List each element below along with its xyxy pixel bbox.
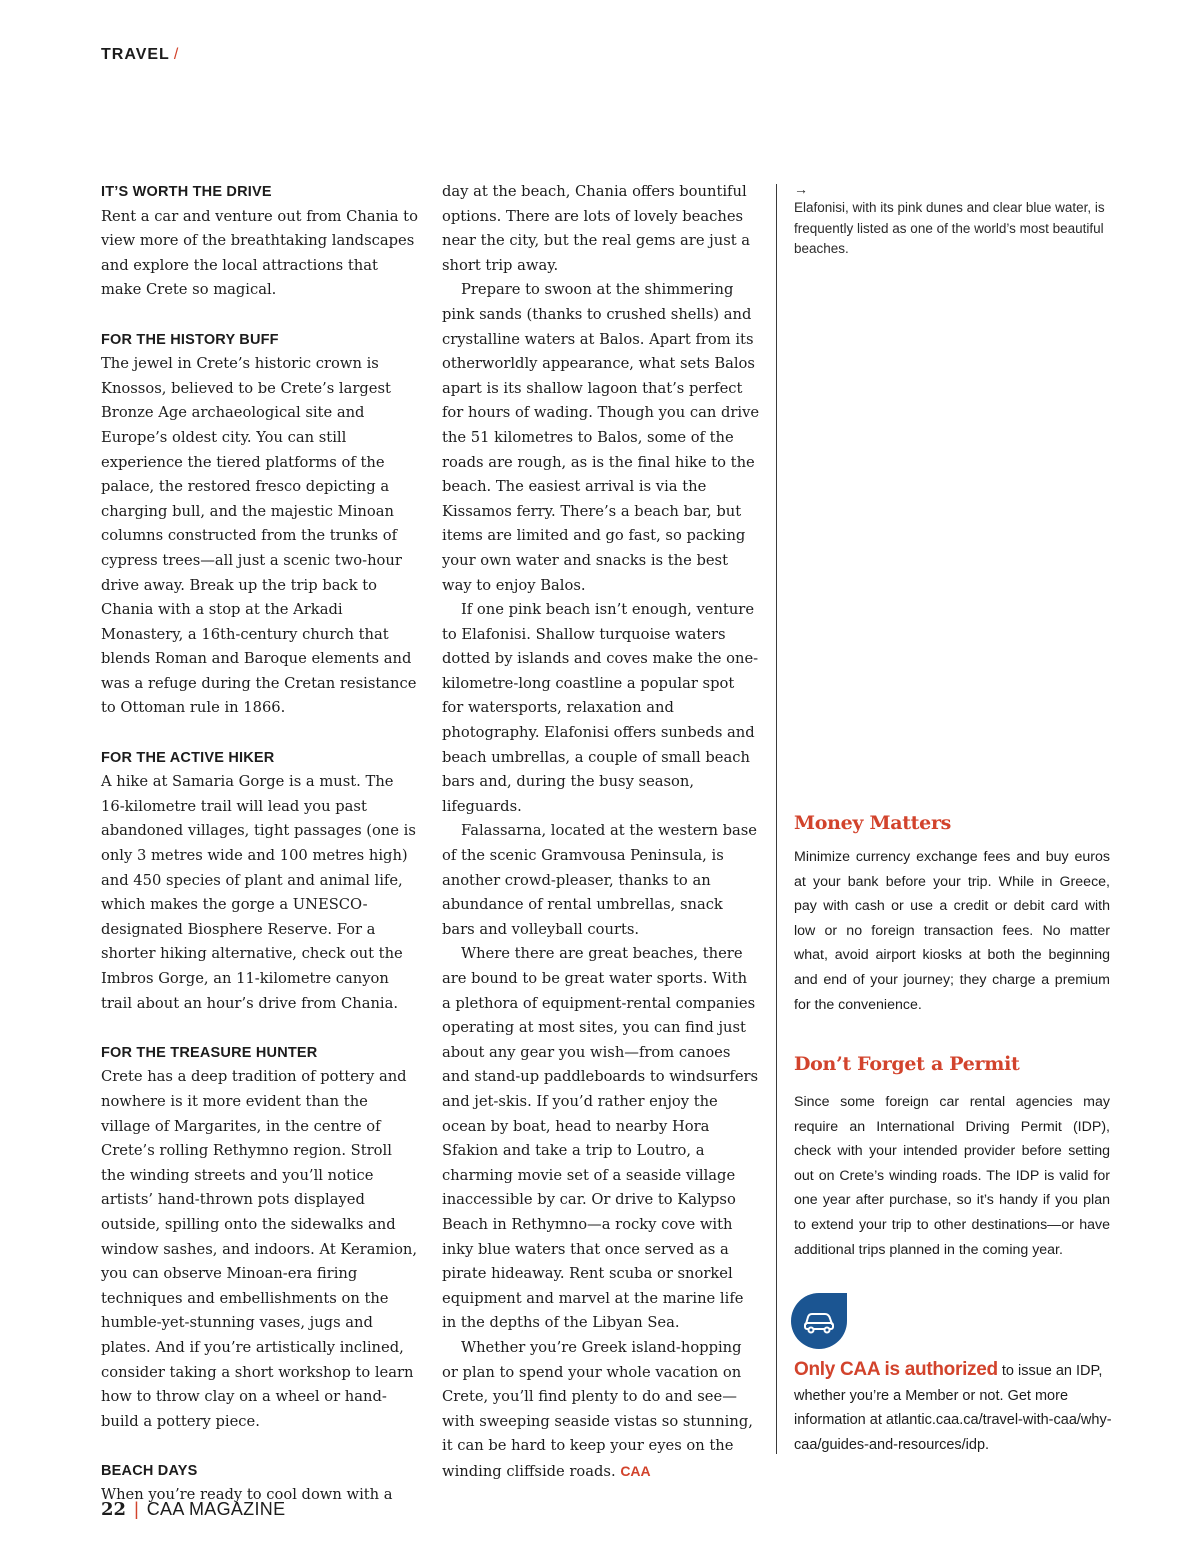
paragraph-treasure-hunter: Crete has a deep tradition of pottery and nowhere is it more evident than the village of Margarites, in the centre of Crete’s rolling Rethymno region. Stroll the winding streets and you’ll notice artists’ hand-thrown pots displayed outside, spilling onto the sidewalks and window sashes, and indoors. At Keramion, you can observe Minoan-era firing techniques and embellishments on the humble-yet-stunning vases, jugs and plates. And if you’re artistically inclined, consider taking a short workshop to learn how to throw clay on a wheel or hand-build a pottery piece. <box>101 1068 418 1430</box>
article-end-signature: CAA <box>620 1462 651 1479</box>
money-matters-text: Minimize currency exchange fees and buy euros at your bank before your trip. While in Greece, pay with cash or use a credit or debit card with low or no foreign transaction fees. No matter what, avoid airport kiosks at both the beginning and end of your journey; they charge a premium for the convenience. <box>794 849 1110 1013</box>
permit-text: Since some foreign car rental agencies may require an International Driving Permit (IDP), check with your intended provider before setting out on Crete’s winding roads. The IDP is valid for one year after purchase, so it’s handy if you plan to extend your trip to other destinations—or have additional trips planned in the coming year. <box>794 1094 1110 1258</box>
paragraph-elafonisi: If one pink beach isn’t enough, venture to Elafonisi. Shallow turquoise waters dotted by islands and coves make the one-kilometre-long coastline a popular spot for watersports, relaxation and photography. Elafonisi offers sunbeds and beach umbrellas, a couple of small beach bars and, during the busy season, lifeguards. <box>442 601 759 815</box>
paragraph-water-sports: Where there are great beaches, there are bound to be great water sports. With a plethora of equipment-rental companies operating at most sites, you can find just about any gear you wish—from canoes and stand-up paddleboards to windsurfers and jet-skis. If you’d rather enjoy the ocean by boat, head to nearby Hora Sfakion and take a trip to Loutro, a charming movie set of a seaside village inaccessible by car. Or drive to Kalypso Beach in Rethymno—a rocky cove with inky blue waters that once served as a pirate hideaway. Rent scuba or snorkel equipment and marvel at the marine life in the depths of the Libyan Sea. <box>442 945 759 1332</box>
car-badge <box>791 1293 847 1349</box>
money-matters-title: Money Matters <box>794 812 952 834</box>
paragraph-closing <box>442 1336 760 1485</box>
paragraph-balos: Prepare to swoon at the shimmering pink sands (thanks to crushed shells) and crystalline waters at Balos. Apart from its otherworldly appearance, what sets Balos apart is its shallow lagoon that’s perfect for hours of wading. Though you can drive the 51 kilometres to Balos, some of the roads are rough, as is the final hike to the beach. The easiest arrival is via the Kissamos ferry. There’s a beach bar, but items are limited and go fast, so packing your own water and snacks is the best way to enjoy Balos. <box>442 281 760 594</box>
article-column-2 <box>442 180 760 1484</box>
subheading-history-buff: FOR THE HISTORY BUFF <box>101 331 279 348</box>
section-slash: / <box>173 46 180 63</box>
section-label: TRAVEL <box>101 46 170 63</box>
subheading-beach-days: BEACH DAYS <box>101 1462 198 1479</box>
page-number: 22 <box>101 1499 127 1520</box>
section-header <box>101 46 179 64</box>
paragraph-falassarna: Falassarna, located at the western base of the scenic Gramvousa Peninsula, is another crowd-pleaser, thanks to an abundance of rental umbrellas, snack bars and volleyball courts. <box>442 822 757 938</box>
page-footer <box>101 1499 285 1520</box>
paragraph-history-buff: The jewel in Crete’s historic crown is Knossos, believed to be Crete’s largest Bronze Age archaeological site and Europe’s oldest city. You can still experience the tiered platforms of the palace, the restored fresco depicting a charging bull, and the majestic Minoan columns constructed from the trunks of cypress trees—all just a scenic two-hour drive away. Break up the trip back to Chania with a stop at the Arkadi Monastery, a 16th-century church that blends Roman and Baroque elements and was a refuge during the Cretan resistance to Ottoman rule in 1866. <box>101 355 417 717</box>
photo-caption <box>794 180 1112 260</box>
idp-lead: Only CAA is authorized <box>794 1359 998 1380</box>
paragraph-chania-beaches: day at the beach, Chania offers bountiful options. There are lots of lovely beaches near the city, but the real gems are just a short trip away. <box>442 183 751 274</box>
subheading-active-hiker: FOR THE ACTIVE HIKER <box>101 749 275 766</box>
sidebar-divider <box>776 184 777 1454</box>
magazine-name: CAA MAGAZINE <box>146 1499 286 1519</box>
idp-notice <box>794 1358 1112 1457</box>
subheading-treasure-hunter: FOR THE TREASURE HUNTER <box>101 1044 318 1061</box>
permit-title: Don’t Forget a Permit <box>794 1053 1020 1075</box>
closing-text: Whether you’re Greek island-hopping or plan to spend your whole vacation on Crete, you’ll find plenty to do and see—with sweeping seaside vistas so stunning, it can be hard to keep your eyes on the winding cliffside roads. <box>442 1338 753 1480</box>
paragraph-beach-days: When you’re ready to cool down with a <box>101 1486 393 1504</box>
caption-text: Elafonisi, with its pink dunes and clear blue water, is frequently listed as one of the world’s most beautiful beaches. <box>794 200 1105 256</box>
idp-text: to issue an IDP, whether you’re a Member or not. Get more information at atlantic.caa.ca/travel-with-caa/why-caa/guides-and-resources/idp. <box>794 1363 1112 1453</box>
subheading-worth-the-drive: IT’S WORTH THE DRIVE <box>101 184 272 200</box>
footer-separator: | <box>134 1499 139 1519</box>
article-column-1 <box>101 180 419 1508</box>
paragraph-active-hiker: A hike at Samaria Gorge is a must. The 16-kilometre trail will lead you past abandoned villages, tight passages (one is only 3 metres wide and 100 metres high) and 450 species of plant and animal life, which makes the gorge a UNESCO-designated Biosphere Reserve. For a shorter hiking alternative, check out the Imbros Gorge, an 11-kilometre canyon trail about an hour’s drive from Chania. <box>101 773 416 1012</box>
car-icon <box>803 1307 835 1335</box>
arrow-right-icon: → <box>794 181 808 197</box>
paragraph-worth-the-drive: Rent a car and venture out from Chania to view more of the breathtaking landscapes and explore the local attractions that make Crete so magical. <box>101 207 418 299</box>
